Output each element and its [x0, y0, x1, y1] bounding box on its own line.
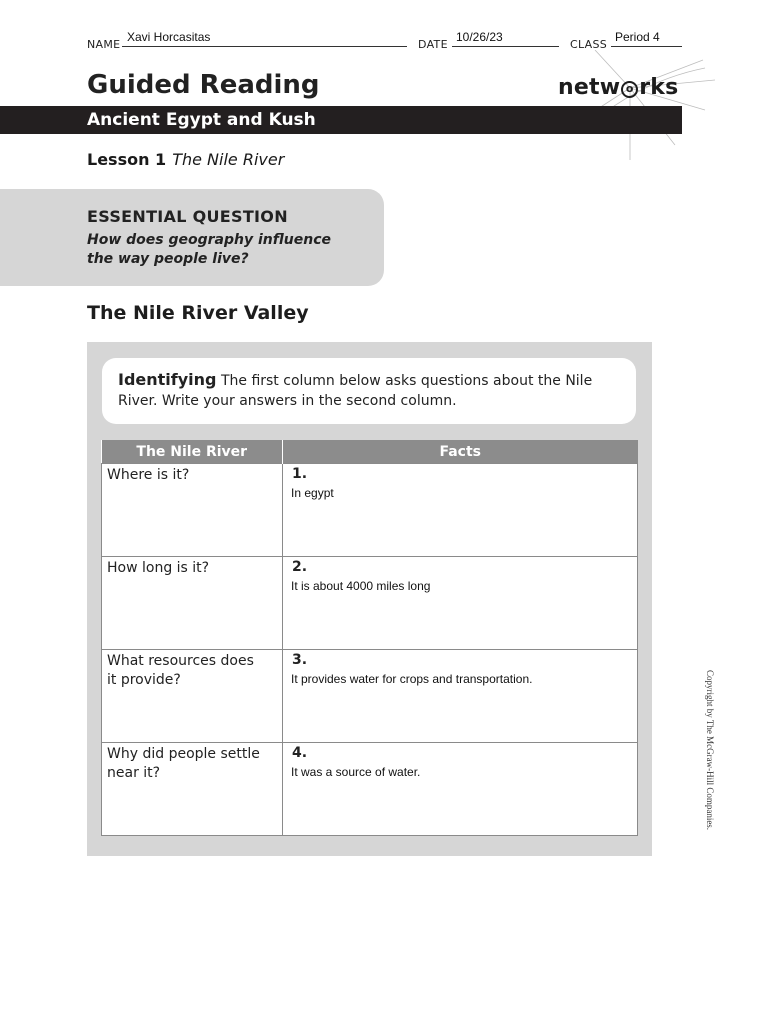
instructions-box	[102, 358, 636, 424]
class-label: CLASS	[570, 38, 608, 51]
nile-river-table	[101, 440, 638, 836]
answer-cell[interactable]	[283, 743, 638, 836]
item-number: 3.	[292, 652, 308, 668]
date-field[interactable]: 10/26/23	[456, 30, 503, 44]
date-underline	[452, 46, 559, 47]
item-number: 2.	[292, 559, 308, 575]
page-title: Guided Reading	[87, 70, 320, 100]
column-header-nile-river: The Nile River	[102, 440, 283, 464]
copyright-notice: Copyright by The McGraw-Hill Companies.	[705, 670, 715, 831]
table-row	[102, 557, 638, 650]
activity-panel	[87, 342, 652, 856]
unit-banner: Ancient Egypt and Kush	[0, 106, 682, 134]
lesson-heading	[87, 150, 284, 169]
question-text	[102, 464, 282, 487]
question-cell	[102, 743, 283, 836]
question-line-1: What resources does	[107, 653, 254, 669]
answer-cell[interactable]	[283, 650, 638, 743]
answer-cell[interactable]	[283, 464, 638, 557]
answer-text[interactable]: It provides water for crops and transportation.	[291, 672, 533, 686]
networks-logo	[558, 75, 678, 100]
column-header-facts: Facts	[283, 440, 638, 464]
instructions-keyword: Identifying	[118, 370, 217, 389]
name-label: NAME	[87, 38, 121, 51]
date-label: DATE	[418, 38, 448, 51]
essential-question-line-1: How does geography influence	[87, 232, 331, 248]
table-row	[102, 650, 638, 743]
brand-text-pre: netw	[558, 75, 621, 100]
question-cell	[102, 464, 283, 557]
question-line-1: How long is it?	[107, 560, 210, 576]
essential-question-line-2: the way people live?	[87, 251, 249, 267]
table-row	[102, 743, 638, 836]
answer-cell[interactable]	[283, 557, 638, 650]
question-line-2: near it?	[107, 765, 161, 781]
table-header-row	[102, 440, 638, 464]
item-number: 1.	[292, 466, 308, 482]
question-text	[102, 557, 282, 580]
question-text	[102, 743, 282, 785]
class-field[interactable]: Period 4	[615, 30, 660, 44]
question-cell	[102, 650, 283, 743]
instructions-text: The first column below asks questions about the Nile River. Write your answers in the second column.	[118, 373, 593, 409]
question-text	[102, 650, 282, 692]
table-row	[102, 464, 638, 557]
essential-question-box	[0, 189, 384, 286]
item-number: 4.	[292, 745, 308, 761]
answer-text[interactable]: It was a source of water.	[291, 765, 421, 779]
name-field[interactable]: Xavi Horcasitas	[127, 30, 211, 44]
name-underline	[122, 46, 407, 47]
question-line-2: it provide?	[107, 672, 181, 688]
answer-text[interactable]: In egypt	[291, 486, 334, 500]
class-underline	[611, 46, 682, 47]
brand-text-o: o	[621, 81, 638, 98]
lesson-name: The Nile River	[172, 150, 285, 169]
lesson-number: Lesson 1	[87, 150, 167, 169]
question-line-1: Where is it?	[107, 467, 190, 483]
section-title: The Nile River Valley	[87, 302, 309, 324]
question-cell	[102, 557, 283, 650]
brand-text-post: rks	[639, 75, 679, 100]
essential-question-title: ESSENTIAL QUESTION	[87, 207, 288, 226]
answer-text[interactable]: It is about 4000 miles long	[291, 579, 431, 593]
question-line-1: Why did people settle	[107, 746, 260, 762]
